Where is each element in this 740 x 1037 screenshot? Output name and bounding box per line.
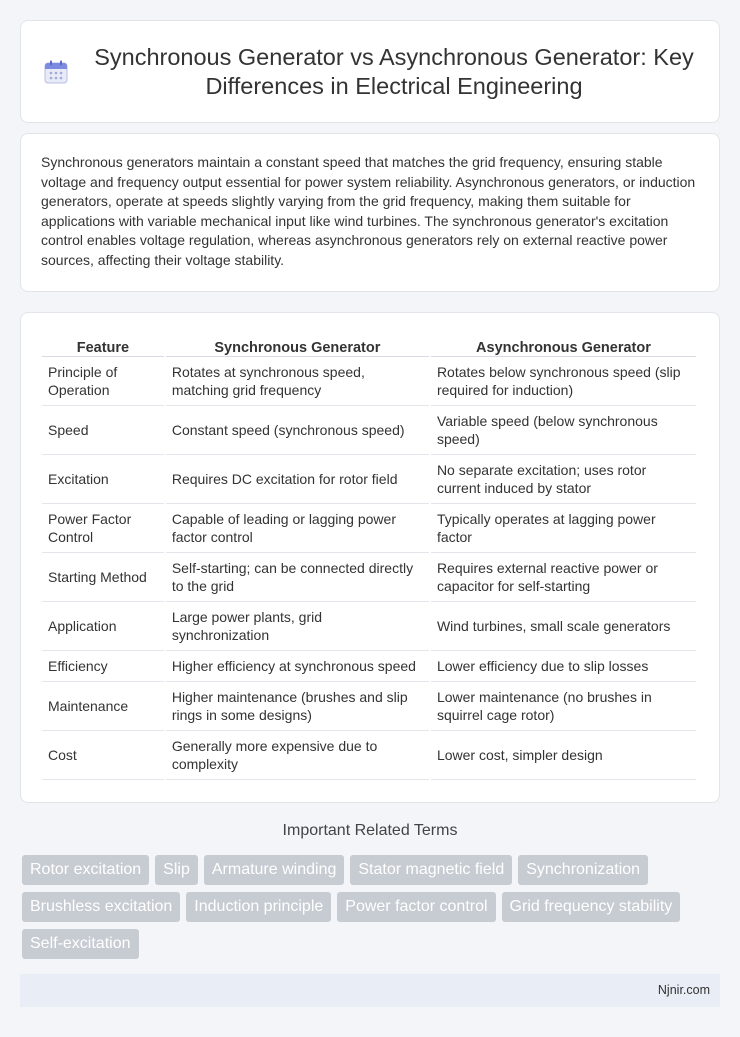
feature-cell: Speed — [42, 406, 164, 455]
tag-synchronization[interactable]: Synchronization — [518, 855, 648, 885]
table-row — [42, 682, 696, 731]
asynchronous-cell: Requires external reactive power or capacitor for self-starting — [431, 553, 696, 602]
asynchronous-cell: Lower efficiency due to slip losses — [431, 651, 696, 682]
table-row — [42, 602, 696, 651]
tag-armature-winding[interactable]: Armature winding — [204, 855, 345, 885]
header-feature: Feature — [42, 333, 164, 357]
header-card — [20, 20, 720, 123]
asynchronous-cell: Wind turbines, small scale generators — [431, 602, 696, 651]
table-row — [42, 651, 696, 682]
table-row — [42, 406, 696, 455]
synchronous-cell: Large power plants, grid synchronization — [166, 602, 429, 651]
tag-slip[interactable]: Slip — [155, 855, 198, 885]
synchronous-cell: Higher maintenance (brushes and slip rings in some designs) — [166, 682, 429, 731]
footer-site-link[interactable]: Njnir.com — [657, 983, 710, 997]
synchronous-cell: Higher efficiency at synchronous speed — [166, 651, 429, 682]
table-row — [42, 553, 696, 602]
table-row — [42, 731, 696, 780]
summary-paragraph: Synchronous generators maintain a constant speed that matches the grid frequency, ensuring stable voltage and frequency output essential for power system reliability. Asynchronous generators, or induction generators, operate at speeds slightly varying from the grid frequency, making them suitable for applications with variable mechanical input like wind turbines. The synchronous generator's excitation control enables voltage regulation, whereas asynchronous generators rely on external reactive power sources, affecting their voltage stability. — [41, 154, 696, 268]
tag-induction-principle[interactable]: Induction principle — [186, 892, 331, 922]
synchronous-cell: Requires DC excitation for rotor field — [166, 455, 429, 504]
table-row — [42, 455, 696, 504]
feature-cell: Excitation — [42, 455, 164, 504]
tag-power-factor-control[interactable]: Power factor control — [337, 892, 495, 922]
feature-cell: Cost — [42, 731, 164, 780]
feature-cell: Application — [42, 602, 164, 651]
asynchronous-cell: Lower cost, simpler design — [431, 731, 696, 780]
asynchronous-cell: Rotates below synchronous speed (slip required for induction) — [431, 357, 696, 406]
synchronous-cell: Self-starting; can be connected directly to the grid — [166, 553, 429, 602]
synchronous-cell: Generally more expensive due to complexity — [166, 731, 429, 780]
comparison-table-card — [20, 312, 720, 803]
related-terms-title: Important Related Terms — [282, 822, 458, 839]
feature-cell: Maintenance — [42, 682, 164, 731]
synchronous-cell: Capable of leading or lagging power factor control — [166, 504, 429, 553]
tag-grid-frequency-stability[interactable]: Grid frequency stability — [502, 892, 681, 922]
feature-cell: Efficiency — [42, 651, 164, 682]
table-row — [42, 357, 696, 406]
feature-cell: Principle of Operation — [42, 357, 164, 406]
related-terms-tags — [22, 855, 702, 966]
table-row — [42, 504, 696, 553]
tag-self-excitation[interactable]: Self-excitation — [22, 929, 139, 959]
summary-card — [20, 133, 720, 292]
asynchronous-cell: Lower maintenance (no brushes in squirrel cage rotor) — [431, 682, 696, 731]
synchronous-cell: Constant speed (synchronous speed) — [166, 406, 429, 455]
table-header-row — [42, 333, 696, 357]
header-synchronous: Synchronous Generator — [166, 333, 429, 357]
asynchronous-cell: No separate excitation; uses rotor current induced by stator — [431, 455, 696, 504]
tag-brushless-excitation[interactable]: Brushless excitation — [22, 892, 180, 922]
header-asynchronous: Asynchronous Generator — [431, 333, 696, 357]
page-title: Synchronous Generator vs Asynchronous Generator: Key Differences in Electrical Engineering — [94, 43, 694, 99]
calendar-icon — [43, 59, 69, 85]
comparison-table — [40, 333, 698, 780]
feature-cell: Power Factor Control — [42, 504, 164, 553]
tag-stator-magnetic-field[interactable]: Stator magnetic field — [350, 855, 512, 885]
synchronous-cell: Rotates at synchronous speed, matching grid frequency — [166, 357, 429, 406]
feature-cell: Starting Method — [42, 553, 164, 602]
asynchronous-cell: Typically operates at lagging power factor — [431, 504, 696, 553]
tag-rotor-excitation[interactable]: Rotor excitation — [22, 855, 149, 885]
footer — [20, 974, 720, 1007]
asynchronous-cell: Variable speed (below synchronous speed) — [431, 406, 696, 455]
